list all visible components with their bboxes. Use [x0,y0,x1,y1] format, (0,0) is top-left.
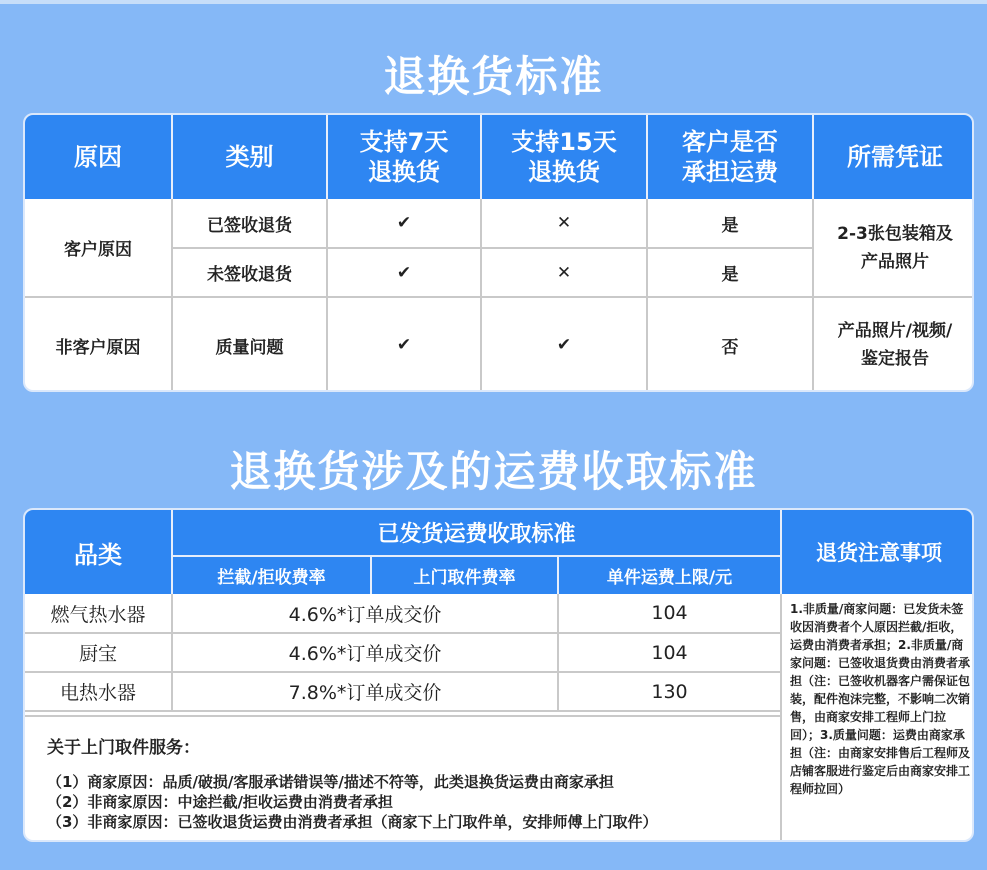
pickup-service-line: （1）商家原因：品质/破损/客服承诺错误等/描述不符等，此类退换货运费由商家承担 [47,773,614,791]
cross-icon: ✕ [481,248,647,297]
limit-cell: 104 [558,633,780,672]
header-intercept-rate: 拦截/拒收费率 [172,556,371,594]
table-row [25,297,974,392]
table-row [25,672,780,711]
table-row [25,633,780,672]
header-category: 类别 [172,115,327,199]
check-icon: ✔ [327,248,481,297]
limit-cell: 130 [558,672,780,711]
limit-cell: 104 [558,594,780,633]
rate-cell: 7.8%*订单成交价 [172,672,558,711]
table-header-row [25,115,974,199]
category-cell: 已签收退货 [172,199,327,248]
shipping-cell: 否 [647,297,813,392]
proof-cell: 产品照片/视频/ 鉴定报告 [837,321,953,369]
header-7day: 支持7天 退换货 [327,115,481,199]
header-15day: 支持15天 退换货 [481,115,647,199]
product-cell: 电热水器 [25,672,172,711]
table-row [25,199,974,248]
table-row [25,594,780,633]
proof-cell: 2-3张包装箱及 产品照片 [813,199,974,297]
pickup-service-title: 关于上门取件服务： [47,738,200,758]
cross-icon: ✕ [481,199,647,248]
header-proof: 所需凭证 [813,115,974,199]
header-reason: 原因 [25,115,172,199]
category-cell: 质量问题 [172,297,327,392]
header-shipping: 客户是否 承担运费 [647,115,813,199]
header-fee-limit: 单件运费上限/元 [558,556,780,594]
section2-title: 退换货涉及的运费收取标准 [229,447,758,496]
reason-cell: 客户原因 [25,199,172,297]
pickup-service-info [25,715,780,842]
category-cell: 未签收退货 [172,248,327,297]
top-strip [0,0,987,4]
rate-cell: 4.6%*订单成交价 [172,633,558,672]
rate-cell: 4.6%*订单成交价 [172,594,558,633]
pickup-service-line: （3）非商家原因：已签收退货运费由消费者承担（商家下上门取件单，安排师傅上门取件） [47,813,658,831]
header-product-category: 品类 [25,510,172,594]
shipping-cell: 是 [647,248,813,297]
return-notes-text: 1.非质量/商家问题：已发货未签收因消费者个人原因拦截/拒收，运费由消费者承担；2.非质量/商家问题：已签收退货费由消费者承担（注：已签收机器客户需保证包装，配件泡沫完整，不影响二次销售，由商家安排工程师上门拉回）；3.质量问题：运费由商家承担（注：由商家安排售后工程师及店铺客服进行鉴定后由商家安排工程师拉回） [780,594,974,842]
shipping-fee-table [23,508,974,842]
reason-cell: 非客户原因 [25,297,172,392]
header-shipped-fee-standard: 已发货运费收取标准 [172,510,780,556]
check-icon: ✔ [327,199,481,248]
product-cell: 燃气热水器 [25,594,172,633]
section1-title: 退换货标准 [383,52,604,101]
pickup-service-line: （2）非商家原因：中途拦截/拒收运费由消费者承担 [47,793,393,811]
return-notes-title: 退货注意事项 [780,510,974,594]
header-pickup-rate: 上门取件费率 [371,556,558,594]
return-standard-table [23,113,974,392]
check-icon: ✔ [327,297,481,392]
check-icon: ✔ [481,297,647,392]
product-cell: 厨宝 [25,633,172,672]
shipping-cell: 是 [647,199,813,248]
